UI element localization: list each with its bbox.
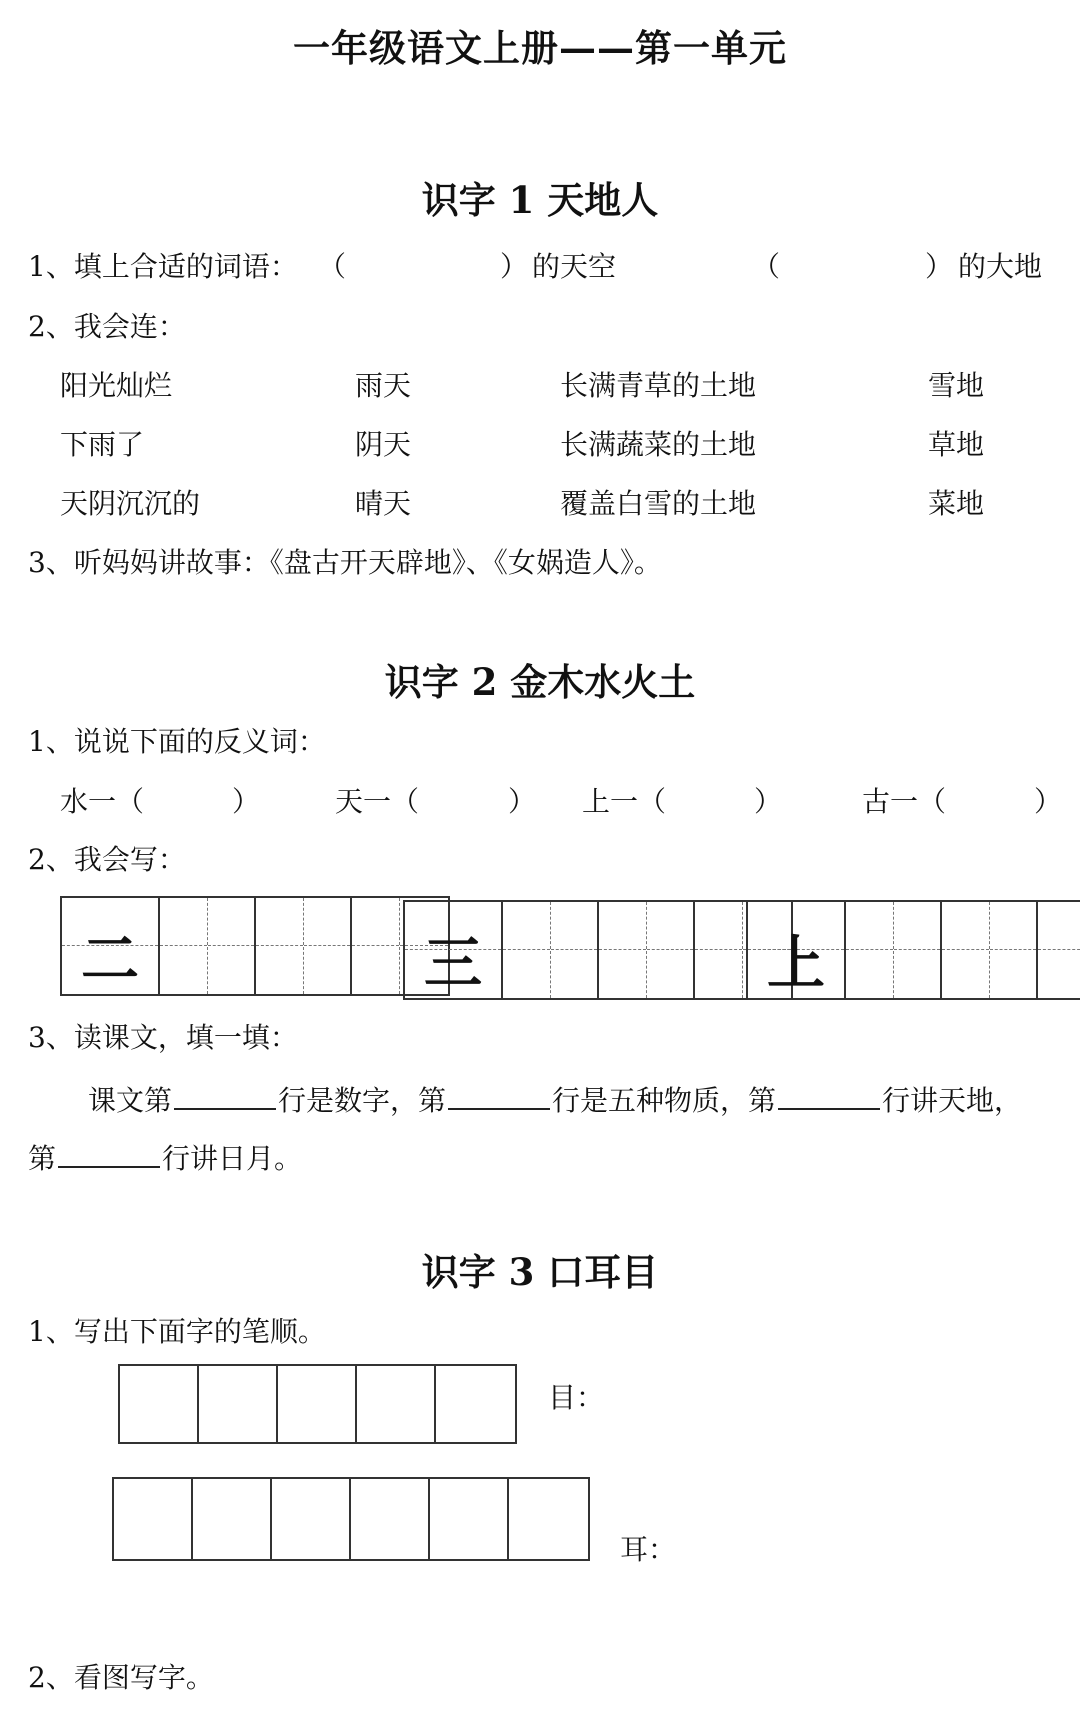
match-item: 覆盖白雪的土地 — [560, 487, 757, 520]
stroke-box[interactable] — [120, 1366, 199, 1442]
grid-cell[interactable] — [352, 898, 400, 994]
grid-cell[interactable] — [647, 902, 695, 998]
s1-q1-answer-blank-1[interactable] — [350, 253, 500, 283]
stroke-box[interactable] — [278, 1366, 357, 1442]
s3-q2: 2、看图写字。 — [28, 1661, 214, 1694]
stroke-label-mu: 目： — [548, 1381, 605, 1414]
sample-character: 三 — [423, 929, 482, 997]
stroke-box[interactable] — [436, 1366, 515, 1442]
antonym-close: ） — [1034, 785, 1063, 818]
grid-cell[interactable] — [846, 902, 894, 998]
fill-text: 行是五种物质，第 — [552, 1084, 777, 1117]
stroke-label-er: 耳： — [620, 1533, 677, 1566]
s1-q1-lparen-2: （ — [752, 250, 781, 283]
s1-q1-rparen-1: ） — [500, 250, 529, 283]
fill-blank[interactable] — [778, 1082, 880, 1110]
section-2-heading: 识字 2 金木水火土 — [384, 660, 696, 704]
stroke-box[interactable] — [199, 1366, 278, 1442]
sample-character: 上 — [766, 929, 825, 997]
stroke-box[interactable] — [351, 1479, 430, 1559]
fill-text: 第 — [28, 1142, 57, 1175]
match-item: 长满青草的土地 — [560, 369, 757, 402]
grid-cell[interactable] — [990, 902, 1038, 998]
writing-grid — [746, 900, 1080, 1000]
grid-cell[interactable] — [551, 902, 599, 998]
fill-blank[interactable] — [174, 1082, 276, 1110]
grid-cell-sample — [405, 902, 503, 998]
match-item: 长满蔬菜的土地 — [560, 428, 757, 461]
section-3-heading: 识字 3 口耳目 — [421, 1250, 659, 1294]
s2-q3-label: 3、读课文，填一填： — [28, 1021, 298, 1054]
antonym-word: 古一（ — [862, 785, 947, 818]
match-item: 阴天 — [355, 428, 412, 461]
fill-text: 行讲天地， — [882, 1084, 1023, 1117]
fill-blank[interactable] — [58, 1140, 160, 1168]
s2-q1-label: 1、说说下面的反义词： — [28, 725, 326, 758]
grid-cell[interactable] — [894, 902, 942, 998]
grid-cell[interactable] — [503, 902, 551, 998]
match-item: 菜地 — [928, 487, 985, 520]
match-item: 阳光灿烂 — [60, 369, 173, 402]
stroke-box[interactable] — [272, 1479, 351, 1559]
match-item: 草地 — [928, 428, 985, 461]
match-item: 天阴沉沉的 — [60, 487, 201, 520]
s1-q1-prefix: 1、填上合适的词语： — [28, 250, 298, 283]
grid-cell[interactable] — [208, 898, 256, 994]
stroke-box[interactable] — [430, 1479, 509, 1559]
fill-blank[interactable] — [448, 1082, 550, 1110]
stroke-box[interactable] — [509, 1479, 588, 1559]
s1-q1-suffix-2: 的大地 — [958, 250, 1043, 283]
antonym-word: 天一（ — [335, 785, 420, 818]
grid-cell[interactable] — [695, 902, 743, 998]
antonym-word: 上一（ — [582, 785, 667, 818]
writing-grid — [403, 900, 793, 1000]
fill-text: 行讲日月。 — [162, 1142, 303, 1175]
antonym-word: 水一（ — [60, 785, 145, 818]
s1-q2-label: 2、我会连： — [28, 310, 186, 343]
fill-text: 行是数字，第 — [278, 1084, 447, 1117]
grid-cell[interactable] — [1038, 902, 1080, 998]
grid-cell[interactable] — [599, 902, 647, 998]
grid-cell[interactable] — [256, 898, 304, 994]
grid-cell-sample — [62, 898, 160, 994]
s1-q1-suffix-1: 的天空 — [532, 250, 617, 283]
match-item: 雪地 — [928, 369, 985, 402]
grid-cell-sample — [748, 902, 846, 998]
s1-q1-lparen-1: （ — [318, 250, 347, 283]
match-item: 雨天 — [355, 369, 412, 402]
antonym-close: ） — [232, 785, 261, 818]
fill-text: 课文第 — [88, 1084, 173, 1117]
s1-q1-answer-blank-2[interactable] — [784, 253, 924, 283]
antonym-close: ） — [508, 785, 537, 818]
s2-q3-line-1 — [88, 1082, 1022, 1115]
stroke-box[interactable] — [357, 1366, 436, 1442]
s1-q3: 3、听妈妈讲故事：《盘古开天辟地》、《女娲造人》。 — [28, 546, 662, 579]
s1-q1-rparen-2: ） — [925, 250, 954, 283]
antonym-close: ） — [754, 785, 783, 818]
stroke-box[interactable] — [193, 1479, 272, 1559]
stroke-order-boxes-mu — [118, 1364, 517, 1444]
s3-q1-label: 1、写出下面字的笔顺。 — [28, 1315, 326, 1348]
s2-q2-label: 2、我会写： — [28, 843, 186, 876]
stroke-order-boxes-er — [112, 1477, 590, 1561]
match-item: 晴天 — [355, 487, 412, 520]
grid-cell[interactable] — [160, 898, 208, 994]
page-title: 一年级语文上册——第一单元 — [293, 26, 787, 70]
s2-q3-line-2 — [28, 1140, 302, 1173]
writing-grid — [60, 896, 450, 996]
match-item: 下雨了 — [60, 428, 145, 461]
stroke-box[interactable] — [114, 1479, 193, 1559]
grid-cell[interactable] — [304, 898, 352, 994]
grid-cell[interactable] — [942, 902, 990, 998]
section-1-heading: 识字 1 天地人 — [421, 178, 659, 222]
sample-character: 二 — [80, 925, 139, 993]
